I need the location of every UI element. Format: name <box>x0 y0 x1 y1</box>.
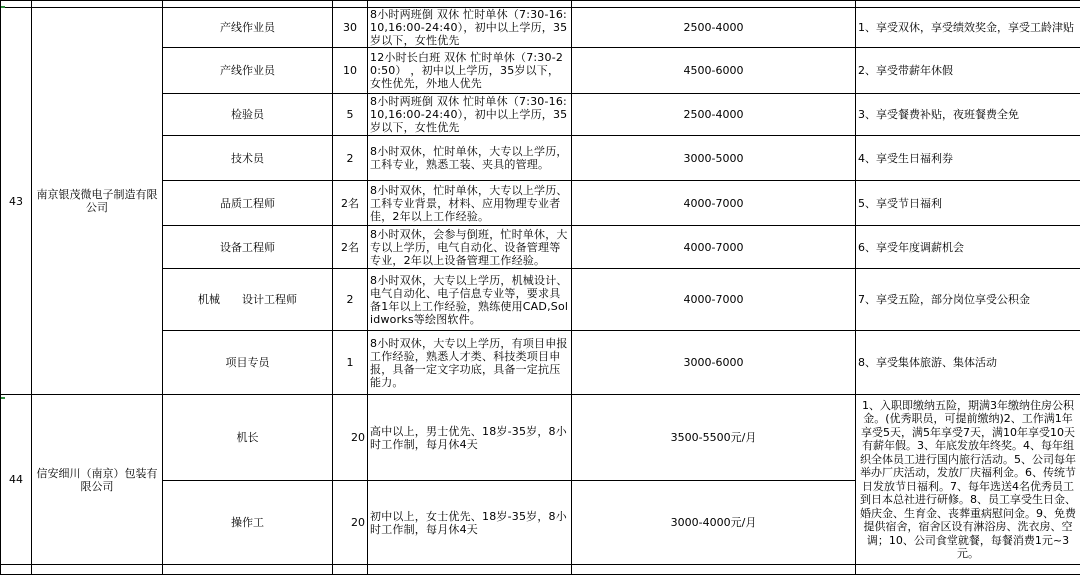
company-name: 南京银茂微电子制造有限公司 <box>32 8 163 395</box>
job-title: 技术员 <box>163 136 333 181</box>
company-name: 信安细川（南京）包装有限公司 <box>32 395 163 565</box>
cell-comment-marker <box>1 6 5 8</box>
benefits-text: 1、入职即缴纳五险，期满3年缴纳住房公积金。(优秀职员，可提前缴纳)2、工作满1年享受5天，满5年享受7天，满10年享受10天有薪年假。3、年底发放年终奖。4、每年组织全体员工进行国内旅行活动。5、公司每年举办厂庆活动，发放厂庆福利金。6、传统节日发放节日福利。7、每年选送4名优秀员工到日本总社进行研修。8、员工享受生日金、婚庆金、生育金、丧葬重病慰问金。9、免费提供宿舍，宿舍区设有淋浴房、洗衣房、空调；10、公司食堂就餐，每餐消费1元~3元。 <box>856 395 1080 565</box>
table-row <box>1 181 1080 226</box>
job-requirement: 8小时两班倒 双休 忙时单休（7:30-16:10,16:00-24:40），初中以上学历，35岁以下，女性优先 <box>368 94 572 136</box>
table-row <box>1 226 1080 269</box>
job-requirement: 8小时双休，大专以上学历，机械设计、电气自动化、电子信息专业等，要求具备1年以上工作经验，熟练使用CAD,Solidworks等绘图软件。 <box>368 269 572 331</box>
job-salary: 4500-6000 <box>572 48 856 94</box>
cell-requirement <box>368 1 572 8</box>
job-title: 项目专员 <box>163 331 333 395</box>
cell-salary <box>572 1 856 8</box>
job-title: 操作工 <box>163 481 333 565</box>
job-count: 10 <box>333 48 368 94</box>
job-title: 机械 设计工程师 <box>163 269 333 331</box>
table-row <box>1 48 1080 94</box>
table-row <box>1 8 1080 48</box>
job-requirement: 初中以上，女士优先、18岁-35岁，8小时工作制，每月休4天 <box>368 481 572 565</box>
job-salary: 2500-4000 <box>572 94 856 136</box>
job-salary: 3000-4000元/月 <box>572 481 856 565</box>
job-title: 产线作业员 <box>163 48 333 94</box>
job-requirement: 8小时双休，会参与倒班，忙时单休，大专以上学历，电气自动化、设备管理等专业，2年以上设备管理工作经验。 <box>368 226 572 269</box>
job-salary: 3000-6000 <box>572 331 856 395</box>
job-count: 2名 <box>333 181 368 226</box>
job-requirement: 8小时双休，忙时单休，大专以上学历、工科专业背景，材料、应用物理专业者佳，2年以上工作经验。 <box>368 181 572 226</box>
cell-benefit <box>856 1 1080 8</box>
table-row-partial <box>1 1 1080 8</box>
cell-index <box>1 1 32 8</box>
cell-salary <box>572 565 856 575</box>
benefit-item: 2、享受带薪年休假 <box>856 48 1080 94</box>
job-count: 2 <box>333 136 368 181</box>
cell-title <box>163 565 333 575</box>
table-row-partial <box>1 565 1080 575</box>
job-requirement: 8小时双休，忙时单休，大专以上学历，工科专业，熟悉工装、夹具的管理。 <box>368 136 572 181</box>
job-count: 20 <box>333 481 368 565</box>
cell-index <box>1 565 32 575</box>
job-title: 设备工程师 <box>163 226 333 269</box>
job-requirement: 高中以上，男士优先、18岁-35岁，8小时工作制，每月休4天 <box>368 395 572 481</box>
job-salary: 3000-5000 <box>572 136 856 181</box>
cell-comment-marker <box>1 397 5 399</box>
benefit-item: 7、享受五险，部分岗位享受公积金 <box>856 269 1080 331</box>
table-row <box>1 136 1080 181</box>
benefit-item: 3、享受餐费补贴，夜班餐费全免 <box>856 94 1080 136</box>
job-title: 产线作业员 <box>163 8 333 48</box>
benefit-item: 1、享受双休，享受绩效奖金，享受工龄津贴 <box>856 8 1080 48</box>
job-count: 2 <box>333 269 368 331</box>
table-row <box>1 94 1080 136</box>
cell-benefit <box>856 565 1080 575</box>
job-count: 20 <box>333 395 368 481</box>
cell-count <box>333 1 368 8</box>
company-index: 43 <box>1 8 32 395</box>
benefit-item: 4、享受生日福利券 <box>856 136 1080 181</box>
job-requirement: 8小时两班倒 双休 忙时单休（7:30-16:10,16:00-24:40），初中以上学历，35岁以下，女性优先 <box>368 8 572 48</box>
job-count: 1 <box>333 331 368 395</box>
table-row <box>1 269 1080 331</box>
job-salary: 4000-7000 <box>572 269 856 331</box>
job-title: 机长 <box>163 395 333 481</box>
job-title: 检验员 <box>163 94 333 136</box>
benefit-item: 6、享受年度调薪机会 <box>856 226 1080 269</box>
job-requirement: 8小时双休，大专以上学历，有项目申报工作经验，熟悉人才类、科技类项目申报，具备一定文字功底，具备一定抗压能力。 <box>368 331 572 395</box>
job-title: 品质工程师 <box>163 181 333 226</box>
job-salary: 4000-7000 <box>572 181 856 226</box>
benefit-item: 5、享受节日福利 <box>856 181 1080 226</box>
cell-count <box>333 565 368 575</box>
job-salary: 4000-7000 <box>572 226 856 269</box>
job-count: 30 <box>333 8 368 48</box>
job-requirement: 12小时长白班 双休 忙时单休（7:30-20:50） ，初中以上学历，35岁以下，女性优先，外地人优先 <box>368 48 572 94</box>
cell-company <box>32 1 163 8</box>
company-index: 44 <box>1 395 32 565</box>
table-row <box>1 331 1080 395</box>
job-count: 2名 <box>333 226 368 269</box>
cell-company <box>32 565 163 575</box>
cell-title <box>163 1 333 8</box>
cell-requirement <box>368 565 572 575</box>
table-row <box>1 395 1080 481</box>
benefit-item: 8、享受集体旅游、集体活动 <box>856 331 1080 395</box>
job-salary: 2500-4000 <box>572 8 856 48</box>
job-count: 5 <box>333 94 368 136</box>
job-salary: 3500-5500元/月 <box>572 395 856 481</box>
